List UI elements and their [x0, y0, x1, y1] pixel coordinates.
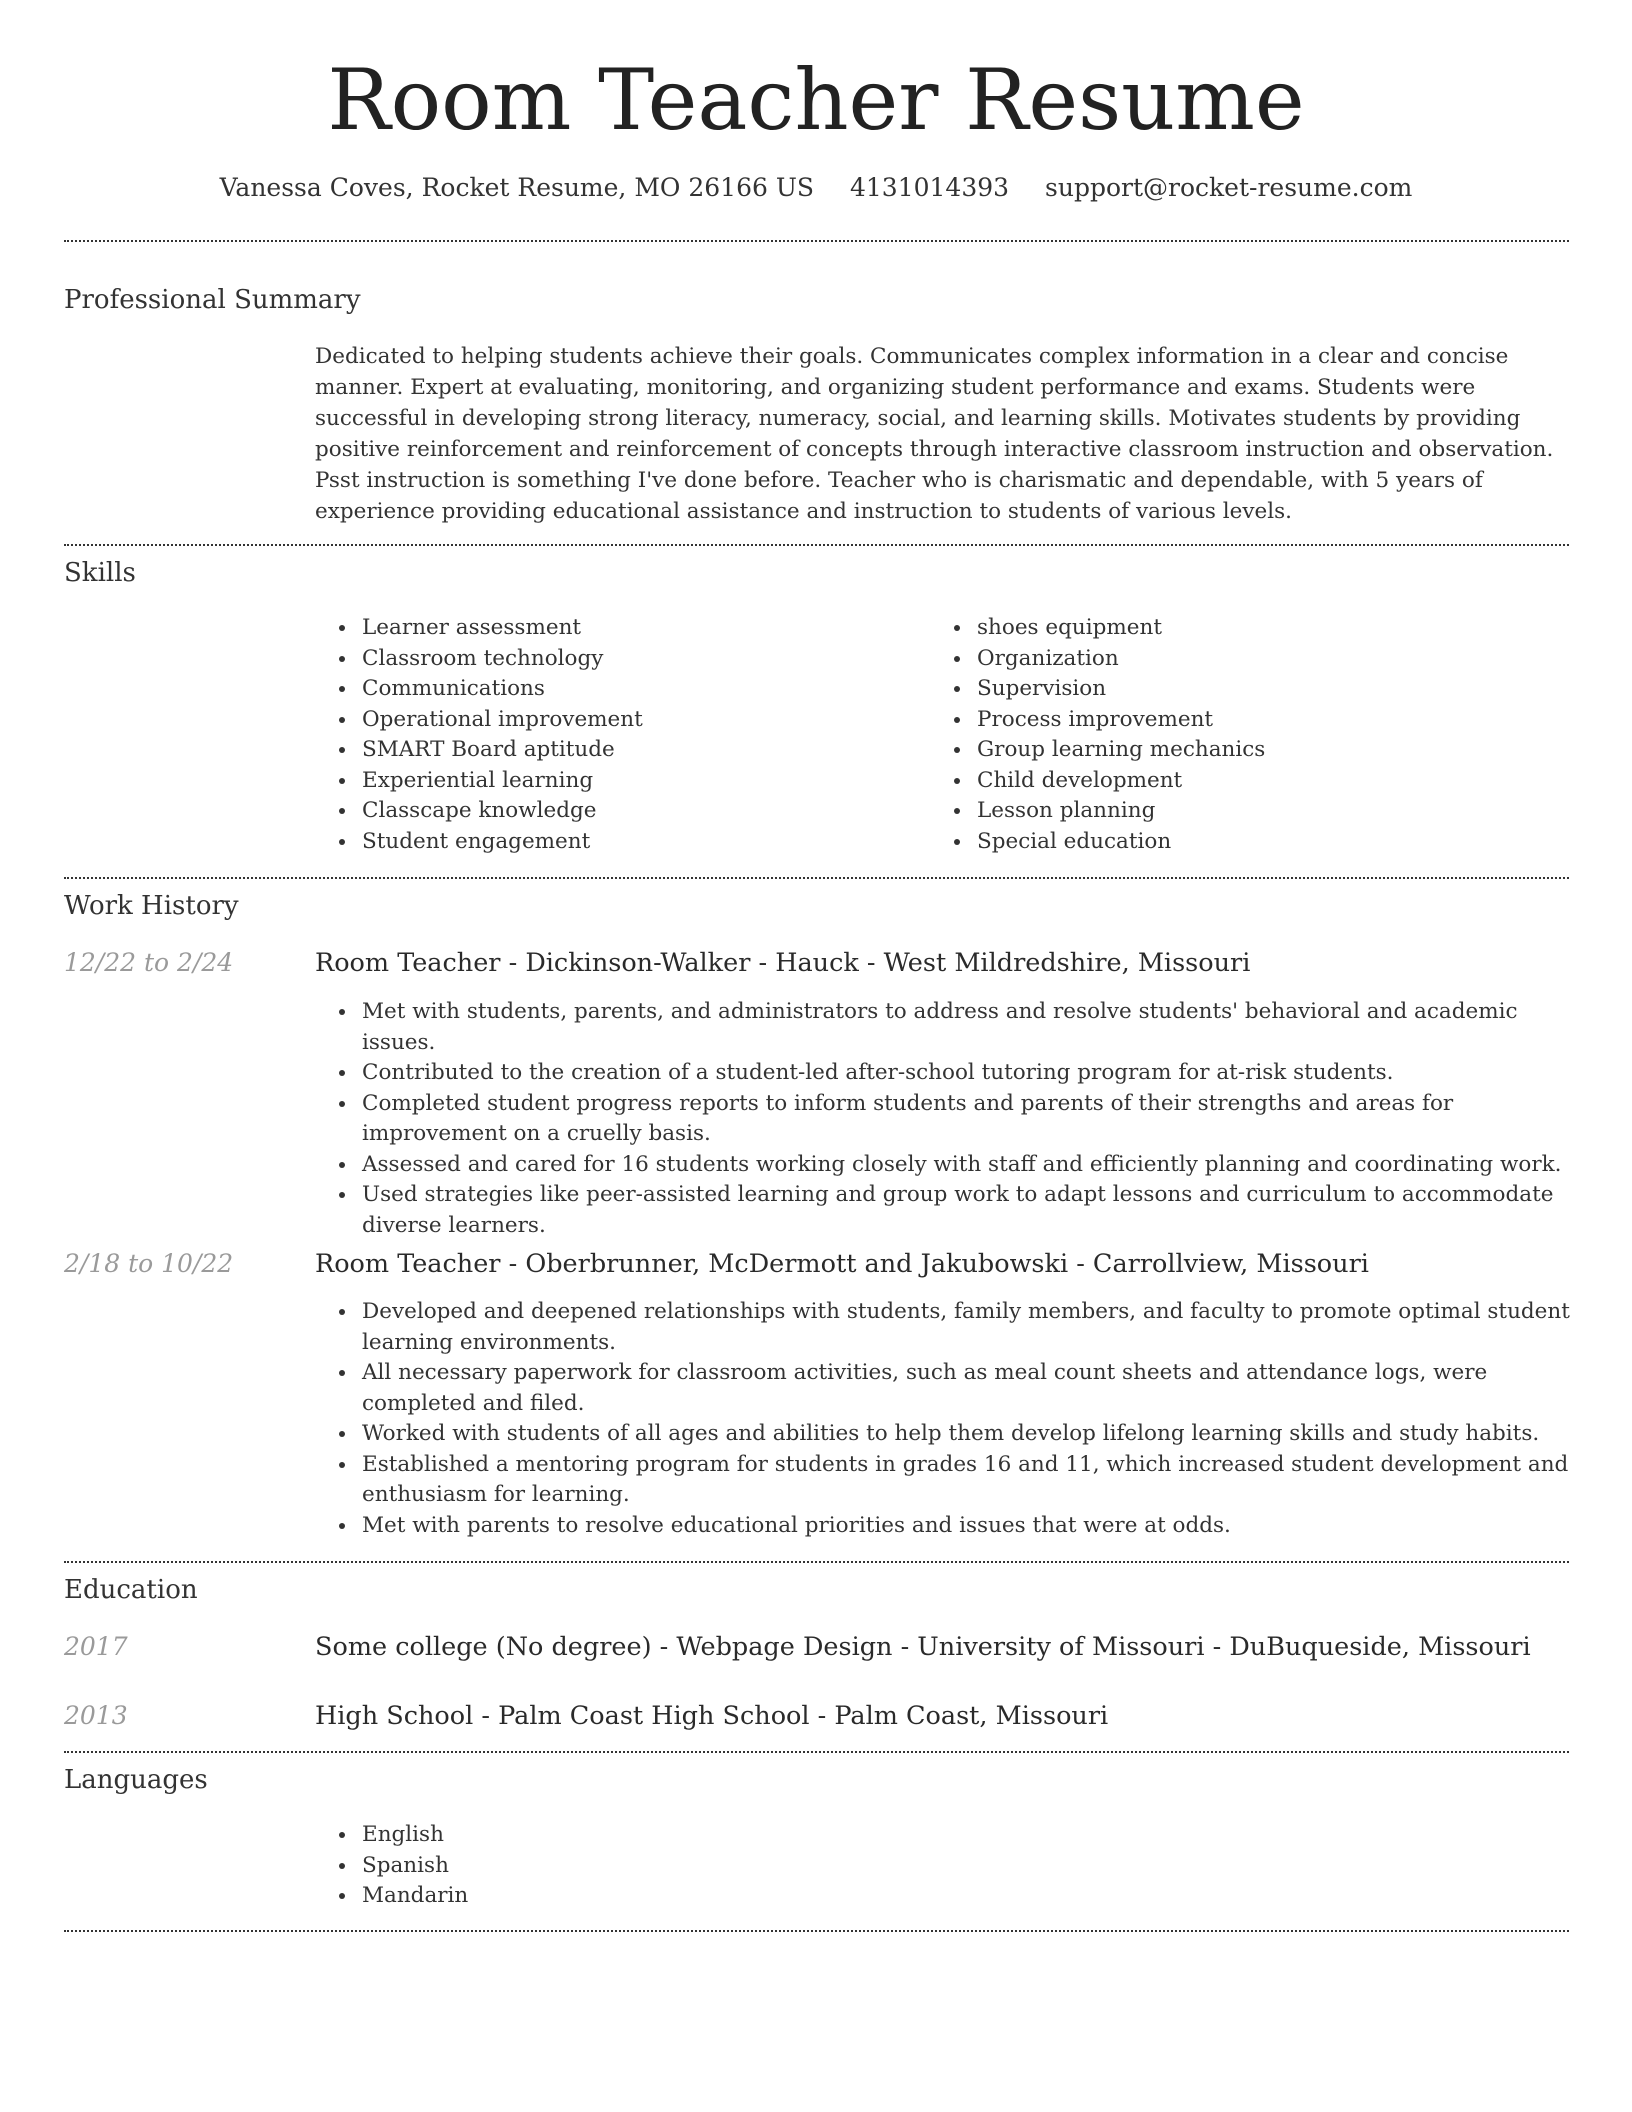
- job-bullets: [358, 997, 1573, 1241]
- job-dates: 12/22 to 2/24: [64, 948, 234, 977]
- summary-heading: Professional Summary: [64, 285, 361, 315]
- job-dates: 2/18 to 10/22: [64, 1249, 234, 1278]
- list-item: • Classroom technology: [358, 644, 918, 675]
- languages-heading: Languages: [64, 1765, 208, 1795]
- list-item: • Classcape knowledge: [358, 796, 918, 827]
- languages-list: [358, 1820, 958, 1912]
- job-title: Room Teacher - Dickinson-Walker - Hauck - West Mildredshire, Missouri: [315, 948, 1251, 978]
- divider: [64, 240, 1569, 242]
- contact-phone: 4131014393: [850, 173, 1010, 202]
- list-item: • English: [358, 1820, 958, 1851]
- education-year: 2013: [64, 1701, 128, 1730]
- contact-address: Vanessa Coves, Rocket Resume, MO 26166 US: [219, 173, 815, 202]
- list-item: • Worked with students of all ages and abilities to help them develop lifelong learning skills and study habits.: [358, 1419, 1573, 1450]
- education-year: 2017: [64, 1632, 128, 1661]
- list-item: • Spanish: [358, 1851, 958, 1882]
- job-bullets: [358, 1297, 1573, 1541]
- list-item: • Assessed and cared for 16 students working closely with staff and efficiently planning and coordinating work.: [358, 1150, 1573, 1181]
- list-item: • All necessary paperwork for classroom activities, such as meal count sheets and attendance logs, were completed and filed.: [358, 1358, 1573, 1419]
- summary-text: Dedicated to helping students achieve their goals. Communicates complex information in a clear and concise manner. Expert at evaluating, monitoring, and organizing student performance and exams. Students were successful in developing strong literacy, numeracy, social, and learning skills. Motivates students by providing positive reinforcement and reinforcement of concepts through interactive classroom instruction and observation. Psst instruction is something I've done before. Teacher who is charismatic and dependable, with 5 years of experience providing educational assistance and instruction to students of various levels.: [315, 344, 1554, 524]
- work-heading: Work History: [64, 891, 239, 921]
- list-item: • Mandarin: [358, 1881, 958, 1912]
- skills-list-right: [973, 613, 1533, 857]
- list-item: • Contributed to the creation of a student-led after-school tutoring program for at-risk students.: [358, 1058, 1573, 1089]
- list-item: • Supervision: [973, 674, 1533, 705]
- list-item: • Met with parents to resolve educational priorities and issues that were at odds.: [358, 1511, 1573, 1542]
- list-item: • Special education: [973, 827, 1533, 858]
- list-item: • Operational improvement: [358, 705, 918, 736]
- list-item: • Used strategies like peer-assisted learning and group work to adapt lessons and curriculum to accommodate diverse learners.: [358, 1180, 1573, 1241]
- list-item: • Completed student progress reports to inform students and parents of their strengths and areas for improvement on a cruelly basis.: [358, 1089, 1573, 1150]
- job-title: Room Teacher - Oberbrunner, McDermott and Jakubowski - Carrollview, Missouri: [315, 1249, 1369, 1279]
- list-item: • Experiential learning: [358, 766, 918, 797]
- list-item: • Developed and deepened relationships with students, family members, and faculty to promote optimal student learning environments.: [358, 1297, 1573, 1358]
- divider: [64, 1561, 1569, 1563]
- list-item: • Student engagement: [358, 827, 918, 858]
- skills-list-left: [358, 613, 918, 857]
- resume-title: Room Teacher Resume: [327, 51, 1305, 149]
- list-item: • shoes equipment: [973, 613, 1533, 644]
- contact-email: support@rocket-resume.com: [1045, 173, 1413, 202]
- contact-line: [0, 170, 1632, 206]
- divider: [64, 1930, 1569, 1932]
- divider: [64, 877, 1569, 879]
- list-item: • Learner assessment: [358, 613, 918, 644]
- divider: [64, 544, 1569, 546]
- list-item: • Process improvement: [973, 705, 1533, 736]
- list-item: • Established a mentoring program for students in grades 16 and 11, which increased student development and enthusiasm for learning.: [358, 1450, 1573, 1511]
- education-entry: High School - Palm Coast High School - Palm Coast, Missouri: [315, 1701, 1109, 1731]
- list-item: • Group learning mechanics: [973, 735, 1533, 766]
- list-item: • Child development: [973, 766, 1533, 797]
- skills-heading: Skills: [64, 558, 136, 588]
- list-item: • Communications: [358, 674, 918, 705]
- list-item: • Met with students, parents, and administrators to address and resolve students' behavioral and academic issues.: [358, 997, 1573, 1058]
- list-item: • Lesson planning: [973, 796, 1533, 827]
- education-heading: Education: [64, 1575, 198, 1605]
- divider: [64, 1751, 1569, 1753]
- education-entry: Some college (No degree) - Webpage Design - University of Missouri - DuBuqueside, Missouri: [315, 1632, 1531, 1662]
- list-item: • SMART Board aptitude: [358, 735, 918, 766]
- list-item: • Organization: [973, 644, 1533, 675]
